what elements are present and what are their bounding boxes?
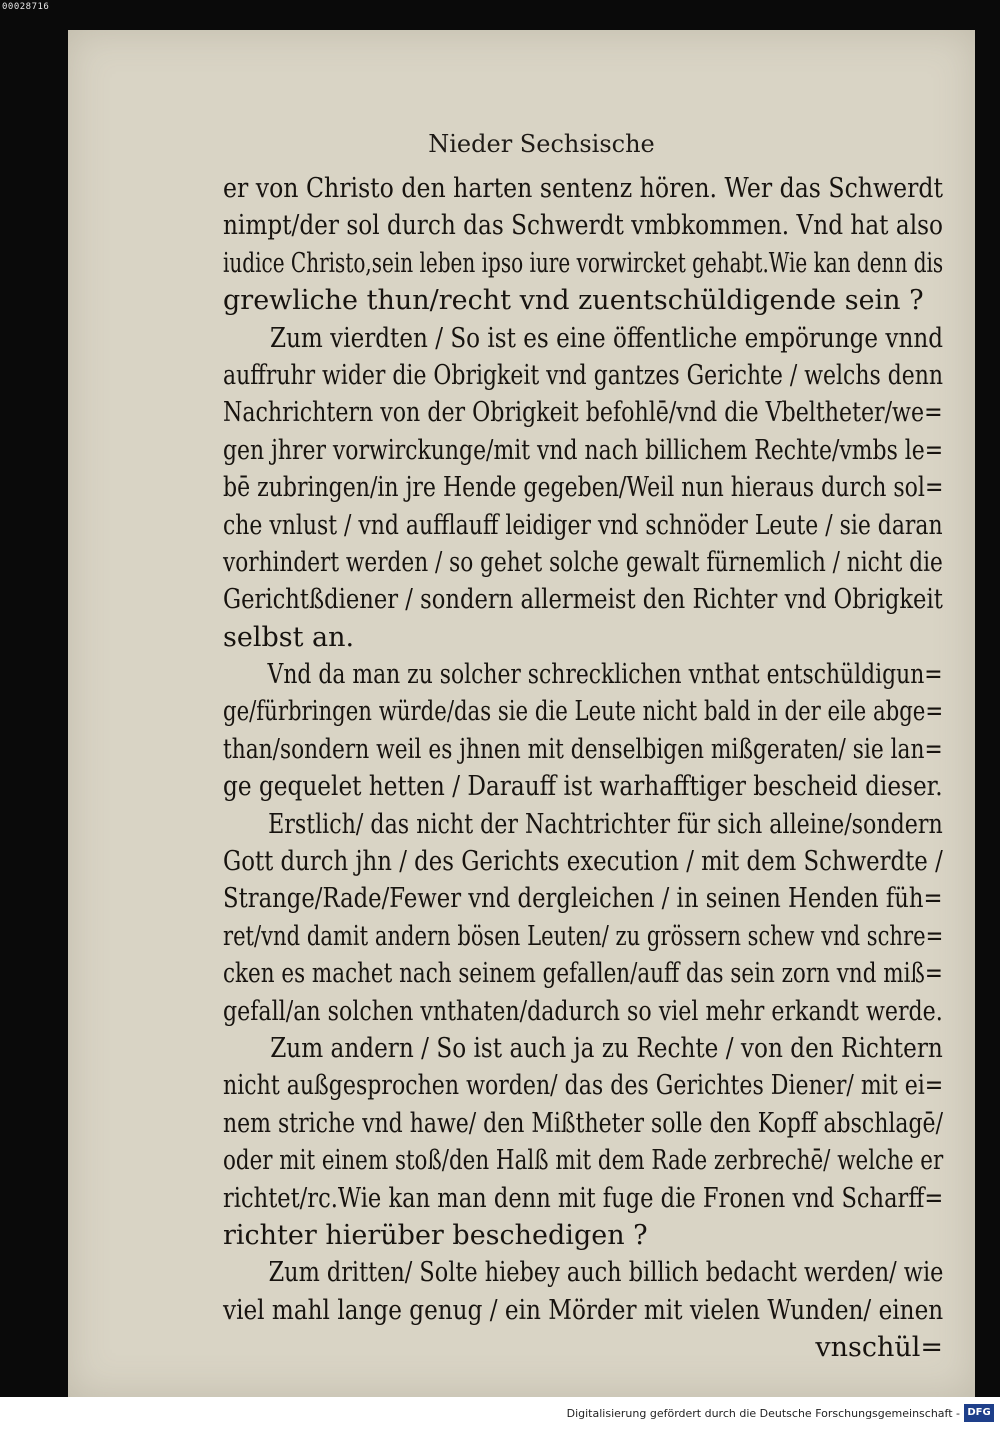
text-line: ge gequelet hetten / Darauff ist warhafftiger bescheid dieser.: [223, 771, 943, 803]
text-line: gefall/an solchen vnthaten/dadurch so viel mehr erkandt werde.: [223, 995, 943, 1027]
page-text: [223, 170, 943, 1367]
text-line: cken es machet nach seinem gefallen/auff das sein zorn vnd miß=: [223, 958, 943, 990]
footer-bar: [0, 1397, 1000, 1434]
text-line: viel mahl lange genug / ein Mörder mit vielen Wunden/ einen: [223, 1294, 944, 1326]
text-line: Gerichtßdiener / sondern allermeist den Richter vnd Obrigkeit: [223, 584, 943, 616]
text-line: oder mit einem stoß/den Halß mit dem Rade zerbrechē/ welche er: [223, 1145, 944, 1177]
text-line: bē zubringen/in jre Hende gegeben/Weil nun hieraus durch sol=: [223, 472, 944, 504]
text-line: ge/fürbringen würde/das sie die Leute nicht bald in der eile abge=: [223, 696, 944, 728]
text-line: richter hierüber beschedigen ?: [223, 1219, 648, 1251]
text-line: grewliche thun/recht vnd zuentschüldigende sein ?: [223, 285, 924, 317]
book-page: [68, 30, 975, 1397]
text-line: Nachrichtern von der Obrigkeit befohlē/vnd die Vbeltheter/we=: [223, 397, 943, 429]
text-line: Strange/Rade/Fewer vnd dergleichen / in seinen Henden füh=: [223, 883, 943, 915]
text-line: nimpt/der sol durch das Schwerdt vmbkommen. Vnd hat also: [223, 210, 943, 242]
text-line: Gott durch jhn / des Gerichts execution / mit dem Schwerdte /: [223, 846, 943, 878]
catchword: vnschül=: [815, 1332, 943, 1364]
footer-credit: Digitalisierung gefördert durch die Deutsche Forschungsgemeinschaft -: [566, 1407, 960, 1420]
text-line: than/sondern weil es jhnen mit denselbigen mißgeraten/ sie lan=: [223, 733, 943, 765]
text-line: auffruhr wider die Obrigkeit vnd gantzes Gerichte / welchs denn: [223, 359, 944, 391]
text-line: nicht außgesprochen worden/ das des Gerichtes Diener/ mit ei=: [223, 1070, 944, 1102]
text-line: nem striche vnd hawe/ den Mißtheter solle den Kopff abschlagē/: [223, 1107, 943, 1139]
text-line: selbst an.: [223, 621, 355, 653]
running-head: Nieder Sechsische: [428, 130, 655, 158]
text-line: vorhindert werden / so gehet solche gewalt fürnemlich / nicht die: [223, 546, 943, 578]
text-line: Zum dritten/ Solte hiebey auch billich bedacht werden/ wie: [268, 1257, 944, 1289]
text-line: er von Christo den harten sentenz hören. Wer das Schwerdt: [223, 173, 944, 204]
text-line: Zum andern / So ist auch ja zu Rechte / von den Richtern: [270, 1032, 943, 1064]
text-line: che vnlust / vnd aufflauff leidiger vnd schnöder Leute / sie daran: [223, 509, 943, 541]
dfg-logo-icon: DFG: [964, 1404, 994, 1422]
text-line: richtet/rc.Wie kan man denn mit fuge die Fronen vnd Scharff=: [223, 1182, 944, 1214]
text-line: Erstlich/ das nicht der Nachtrichter für sich alleine/sondern: [268, 808, 943, 840]
scan-id: 00028716: [2, 2, 50, 12]
text-line: Zum vierdten / So ist es eine öffentliche empörunge vnnd: [270, 322, 943, 354]
text-line: gen jhrer vorwirckunge/mit vnd nach billichem Rechte/vmbs le=: [223, 434, 944, 466]
text-line: Vnd da man zu solcher schrecklichen vnthat entschüldigun=: [267, 659, 943, 691]
text-line: iudice Christo,sein leben ipso iure vorwircket gehabt.Wie kan denn dis: [223, 247, 944, 279]
text-line: ret/vnd damit andern bösen Leuten/ zu grössern schew vnd schre=: [223, 920, 944, 952]
